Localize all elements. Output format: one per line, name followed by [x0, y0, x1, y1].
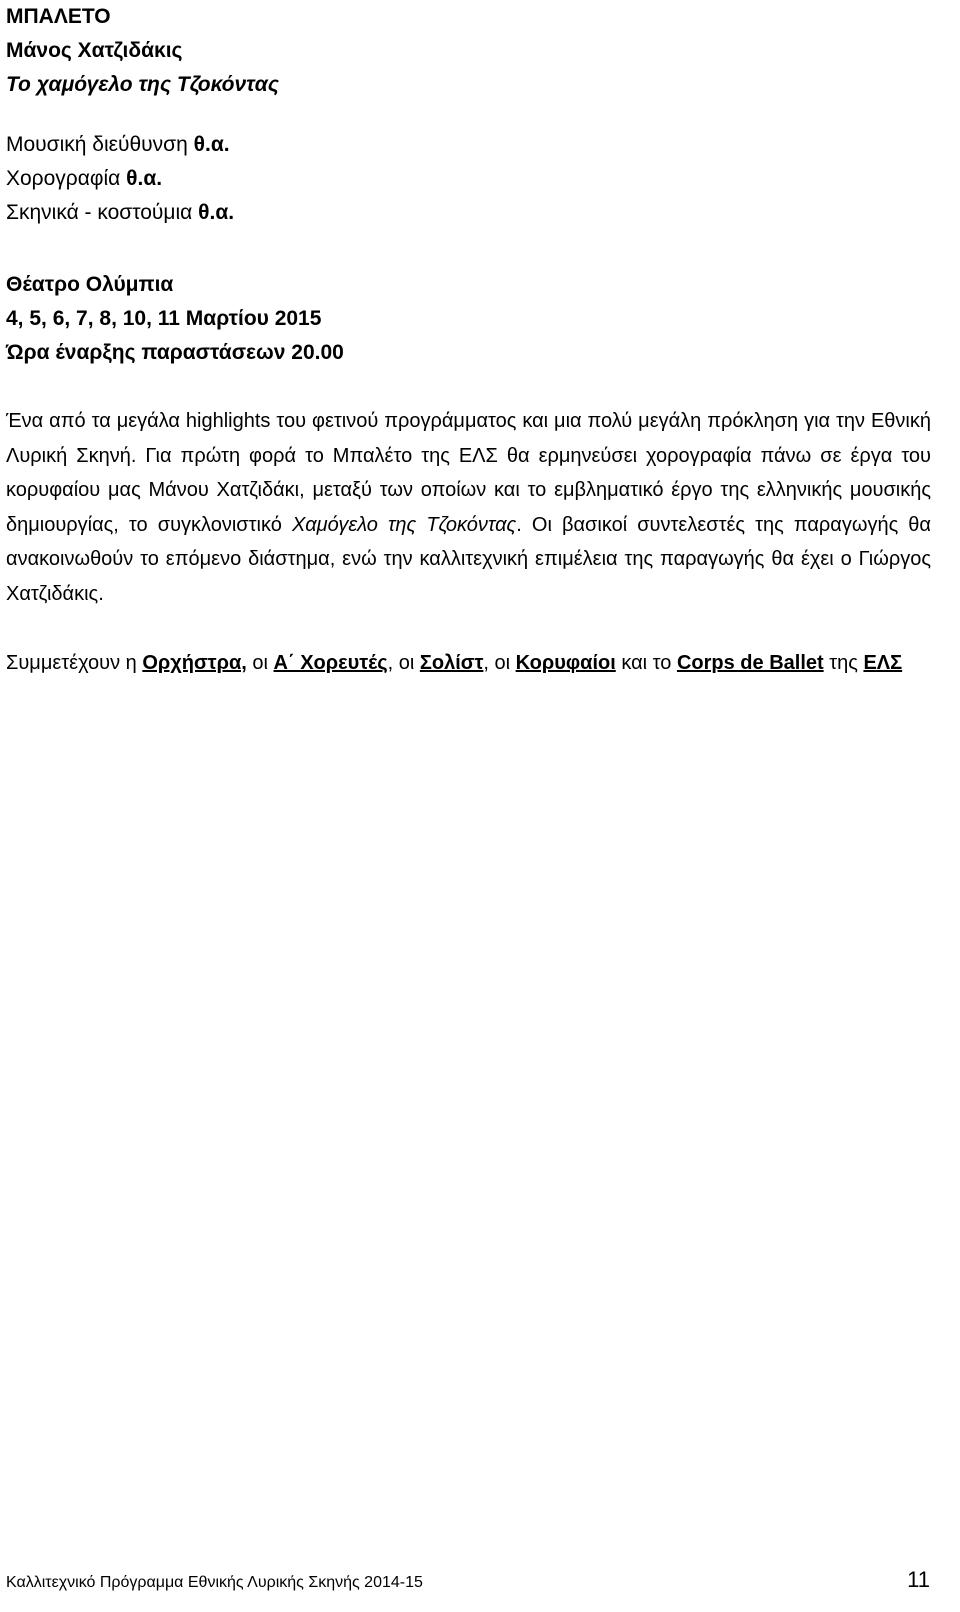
- start-time: Ώρα έναρξης παραστάσεων 20.00: [6, 341, 344, 364]
- performance-dates: 4, 5, 6, 7, 8, 10, 11 Μαρτίου 2015: [6, 307, 322, 330]
- credit-value: θ.α.: [193, 133, 230, 156]
- participants-separator: και το: [615, 652, 677, 674]
- participants-separator: της: [823, 652, 864, 674]
- venue-name: Θέατρο Ολύμπια: [6, 273, 174, 296]
- participants-separator: , οι: [387, 652, 420, 674]
- composer-name: Μάνος Χατζιδάκις: [6, 39, 183, 62]
- participant-orchestra: Ορχήστρα,: [142, 652, 247, 674]
- work-title: Το χαμόγελο της Τζοκόντας: [6, 73, 279, 96]
- credit-role: Σκηνικά - κοστούμια: [6, 201, 193, 224]
- participants-separator: οι: [246, 652, 274, 674]
- credit-line: [6, 162, 234, 196]
- participant-dancers: Α΄ Χορευτές: [273, 652, 388, 674]
- credits-list: [6, 128, 234, 230]
- category-heading: ΜΠΑΛΕΤΟ: [6, 5, 111, 28]
- description-italic-title: Χαμόγελο της Τζοκόντας: [291, 513, 517, 536]
- description-paragraph: [6, 404, 931, 611]
- credit-role: Μουσική διεύθυνση: [6, 133, 188, 156]
- credit-value: θ.α.: [198, 201, 235, 224]
- credit-role: Χορογραφία: [6, 167, 121, 190]
- venue-block: [6, 268, 344, 370]
- description-text: Ένα από τα μεγάλα highlights του φετινού προγράμματος και μια πολύ μεγάλη πρόκληση για την Εθνική Λυρική Σκηνή. Για πρώτη φορά το Μπαλέτο της ΕΛΣ θα ερμηνεύσει χορογραφία πάνω σε έργα του κορυφαίου μας Μάνου Χατζιδάκι, μεταξύ των οποίων και το εμβληματικό έργο της ελληνικής μουσικής δημιουργίας, το συγκλονιστικό: [6, 410, 931, 536]
- credit-line: [6, 196, 234, 230]
- credit-value: θ.α.: [126, 167, 163, 190]
- participants-intro: Συμμετέχουν η: [6, 652, 143, 674]
- participants-paragraph: [6, 646, 926, 681]
- participant-company: ΕΛΣ: [863, 652, 903, 674]
- description-text-end: . Οι βασικοί συντελεστές της παραγωγής θα ανακοινωθούν το επόμενο διάστημα, ενώ την καλλιτεχνική επιμέλεια της παραγωγής θα έχει ο Γιώργος Χατζιδάκις.: [6, 513, 931, 605]
- footer-program-title: Καλλιτεχνικό Πρόγραμμα Εθνικής Λυρικής Σκηνής 2014-15: [6, 1574, 423, 1591]
- participant-principals: Κορυφαίοι: [515, 652, 616, 674]
- page-number: 11: [907, 1567, 930, 1592]
- credit-line: [6, 128, 234, 162]
- header-block: [6, 0, 279, 102]
- participant-soloists: Σολίστ: [419, 652, 484, 674]
- participants-separator: , οι: [483, 652, 516, 674]
- page-footer: [6, 1569, 930, 1597]
- participant-corps-de-ballet: Corps de Ballet: [676, 652, 824, 674]
